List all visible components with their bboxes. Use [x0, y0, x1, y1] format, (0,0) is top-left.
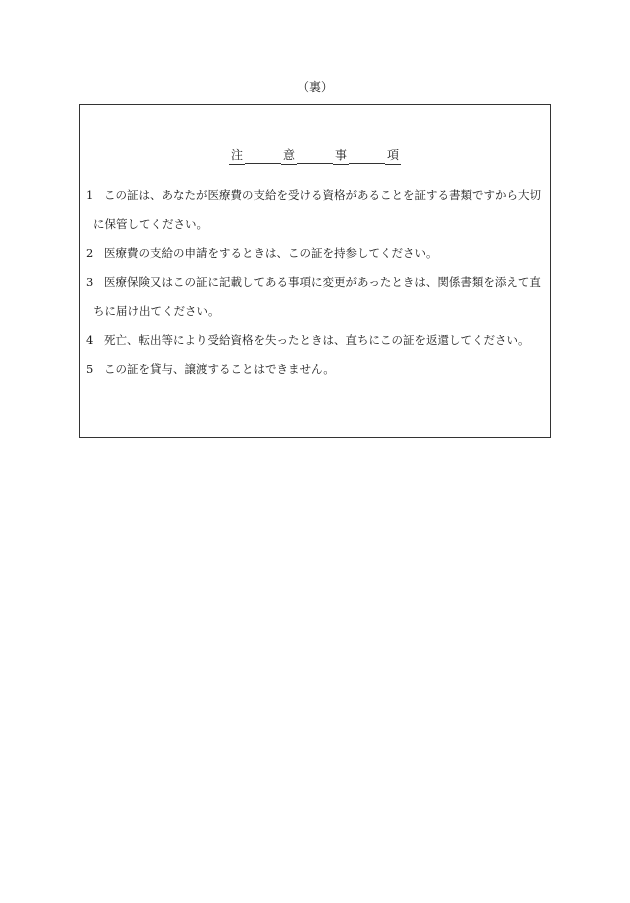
notice-item-line: 医療保険又はこの証に記載してある事項に変更があったときは、関係書類を添えて直	[104, 275, 541, 289]
notice-item-number: 4	[86, 333, 94, 347]
notice-item-line: この証は、あなたが医療費の支給を受ける資格があることを証する書類ですから大切	[104, 188, 541, 202]
page-side-label: （裏）	[296, 80, 333, 94]
notice-item-number: 3	[86, 275, 94, 289]
notice-item	[86, 187, 548, 232]
notice-item-line: 死亡、転出等により受給資格を失ったときは、直ちにこの証を返還してください。	[104, 333, 530, 347]
notice-item-number: 5	[86, 362, 94, 376]
notice-item	[86, 361, 548, 377]
notice-item-text	[104, 361, 548, 377]
notice-item-line: この証を貸与、譲渡することはできません。	[104, 362, 335, 376]
notice-title-char: 注	[229, 147, 245, 165]
notice-item-line: に保管してください。	[93, 217, 208, 231]
notice-title	[80, 147, 550, 165]
notice-item	[86, 332, 548, 348]
notice-item	[86, 274, 548, 319]
notice-box	[79, 104, 551, 438]
notice-items	[86, 187, 548, 390]
notice-item-text	[104, 332, 548, 348]
notice-item-number: 1	[86, 188, 94, 202]
notice-title-char: 意	[281, 147, 297, 165]
notice-item-line: ちに届け出てください。	[93, 304, 220, 318]
notice-item	[86, 245, 548, 261]
notice-title-char: 事	[333, 147, 349, 165]
notice-item-text	[93, 187, 548, 232]
notice-item-text	[93, 274, 548, 319]
notice-title-char: 項	[385, 147, 401, 165]
notice-item-text	[104, 245, 548, 261]
notice-item-number: 2	[86, 246, 94, 260]
notice-item-line: 医療費の支給の申請をするときは、この証を持参してください。	[104, 246, 438, 260]
